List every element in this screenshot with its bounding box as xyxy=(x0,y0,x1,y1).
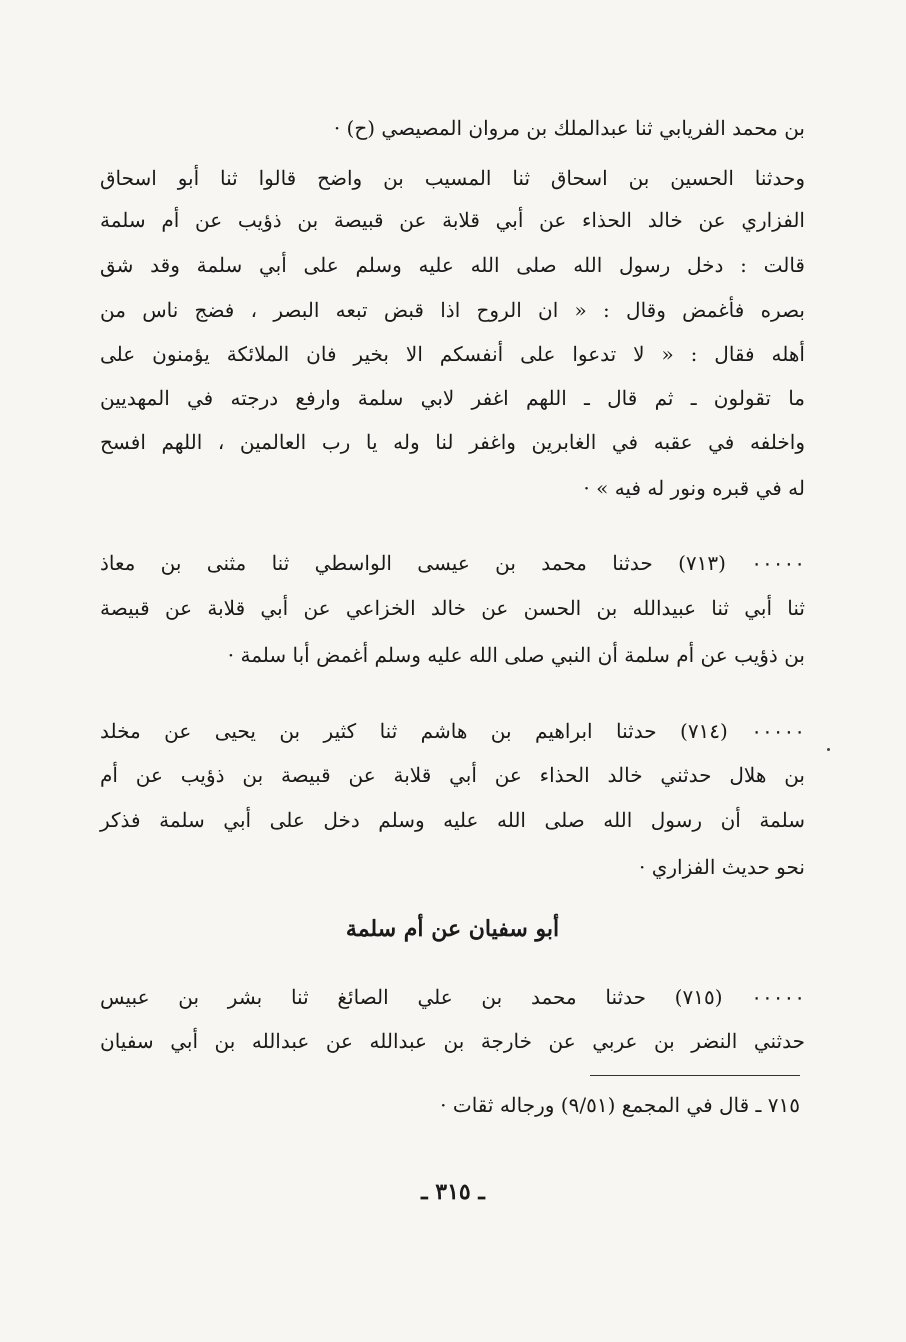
text-line: بن ذؤيب عن أم سلمة أن النبي صلى الله عليه وسلم أغمض أبا سلمة · xyxy=(227,643,805,667)
text-line: بن محمد الفريابي ثنا عبدالملك بن مروان المصيصي (ح) · xyxy=(333,116,805,140)
text-line: الفزاري عن خالد الحذاء عن أبي قلابة عن قبيصة بن ذؤيب عن أم سلمة xyxy=(100,208,805,232)
text-line: ٠٠٠٠٠ (٧١٣) حدثنا محمد بن عيسى الواسطي ثنا مثنى بن معاذ xyxy=(100,551,805,575)
text-line: ٠٠٠٠٠ (٧١٤) حدثنا ابراهيم بن هاشم ثنا كثير بن يحيى عن مخلد xyxy=(100,719,805,743)
footnote-divider xyxy=(590,1075,800,1076)
text-line: ٠٠٠٠٠ (٧١٥) حدثنا محمد بن علي الصائغ ثنا بشر بن عبيس xyxy=(100,985,805,1009)
text-line: له في قبره ونور له فيه » · xyxy=(583,476,805,500)
text-line: نحو حديث الفزاري · xyxy=(639,855,805,879)
text-line: واخلفه في عقبه في الغابرين واغفر لنا وله يا رب العالمين ، اللهم افسح xyxy=(100,430,806,454)
text-line: سلمة أن رسول الله صلى الله عليه وسلم دخل على أبي سلمة فذكر xyxy=(100,808,805,832)
page-number: ـ ٣١٥ ـ xyxy=(421,1179,485,1205)
text-line: حدثني النضر بن عربي عن خارجة بن عبدالله عن عبدالله بن أبي سفيان xyxy=(100,1029,805,1053)
text-line: قالت : دخل رسول الله صلى الله عليه وسلم على أبي سلمة وقد شق xyxy=(100,253,805,277)
text-line: أهله فقال : « لا تدعوا على أنفسكم الا بخير فان الملائكة يؤمنون على xyxy=(100,342,805,366)
text-line: بن هلال حدثني خالد الحذاء عن أبي قلابة عن قبيصة بن ذؤيب عن أم xyxy=(100,763,805,787)
footnote: ٧١٥ ـ قال في المجمع (٩/٥١) ورجاله ثقات · xyxy=(440,1093,800,1117)
text-line: بصره فأغمض وقال : « ان الروح اذا قبض تبعه البصر ، فضج ناس من xyxy=(100,298,805,322)
text-line: ثنا أبي ثنا عبيدالله بن الحسن عن خالد الخزاعي عن أبي قلابة عن قبيصة xyxy=(100,596,806,620)
scan-speck xyxy=(827,748,830,751)
text-line: وحدثنا الحسين بن اسحاق ثنا المسيب بن واضح قالوا ثنا أبو اسحاق xyxy=(100,166,805,190)
text-line: ما تقولون ـ ثم قال ـ اللهم اغفر لابي سلمة وارفع درجته في المهديين xyxy=(100,386,805,410)
section-heading: أبو سفيان عن أم سلمة xyxy=(345,916,560,942)
